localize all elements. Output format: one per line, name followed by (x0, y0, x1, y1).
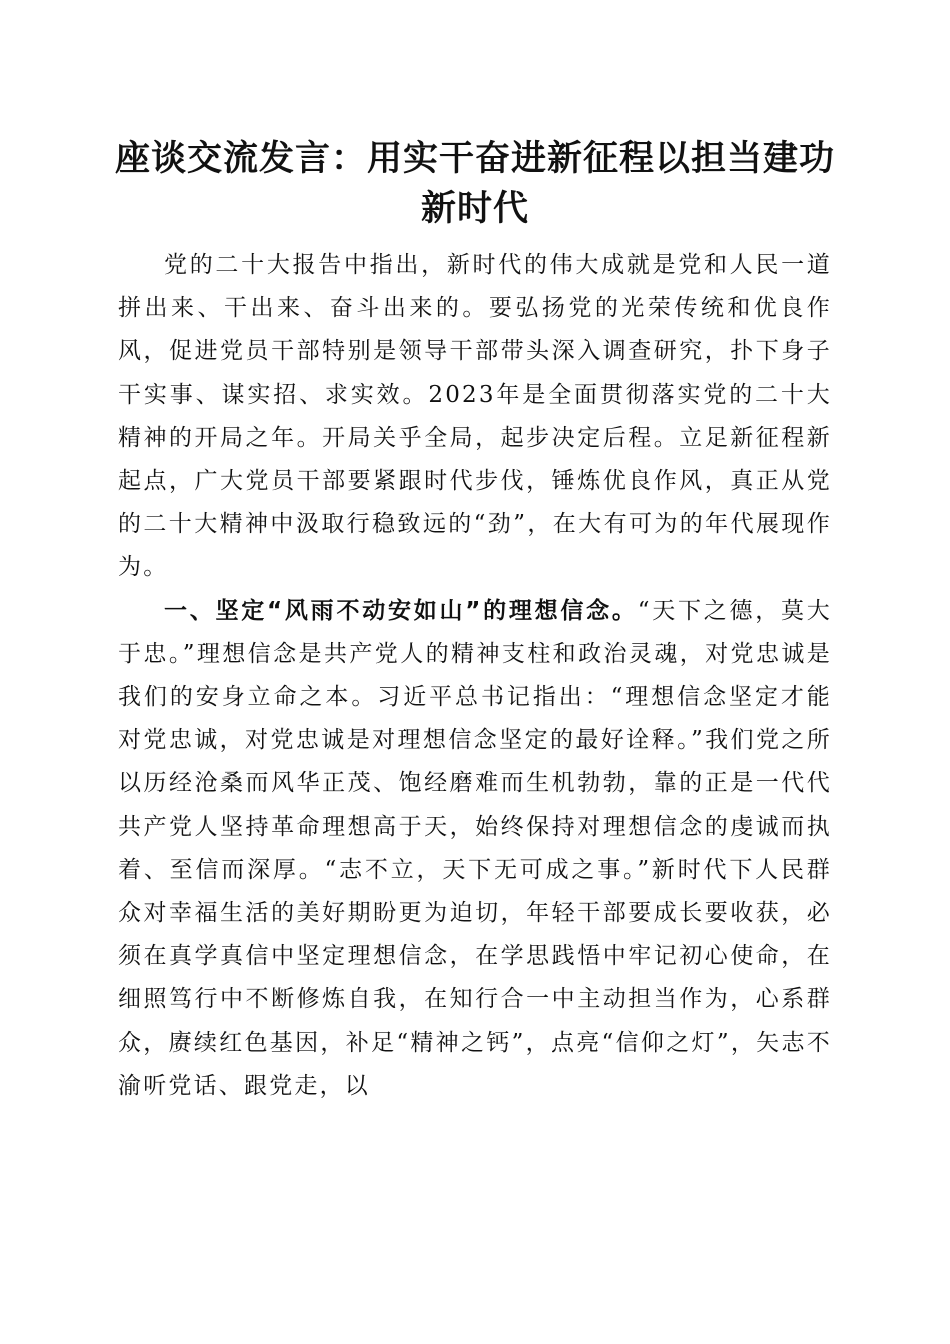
document-body (118, 244, 832, 1108)
paragraph-intro-text: 党的二十大报告中指出，新时代的伟大成就是党和人民一道拼出来、干出来、奋斗出来的。要弘扬党的光荣传统和优良作风，促进党员干部特别是领导干部带头深入调查研究，扑下身子干实事、谋实招、求实效。2023年是全面贯彻落实党的二十大精神的开局之年。开局关乎全局，起步决定后程。立足新征程新起点，广大党员干部要紧跟时代步伐，锤炼优良作风，真正从党的二十大精神中汲取行稳致远的“劲”，在大有可为的年代展现作为。 (118, 252, 832, 581)
section-one-text: “天下之德，莫大于忠。”理想信念是共产党人的精神支柱和政治灵魂，对党忠诚是我们的安身立命之本。习近平总书记指出：“理想信念坚定才能对党忠诚，对党忠诚是对理想信念坚定的最好诠释。”我们党之所以历经沧桑而风华正茂、饱经磨难而生机勃勃，靠的正是一代代共产党人坚持革命理想高于天，始终保持对理想信念的虔诚而执着、至信而深厚。“志不立，天下无可成之事。”新时代下人民群众对幸福生活的美好期盼更为迫切，年轻干部要成长要收获，必须在真学真信中坚定理想信念，在学思践悟中牢记初心使命，在细照笃行中不断修炼自我，在知行合一中主动担当作为，心系群众，赓续红色基因，补足“精神之钙”，点亮“信仰之灯”，矢志不渝听党话、跟党走，以 (118, 597, 832, 1099)
section-one-heading: 一、坚定“风雨不动安如山”的理想信念。 (164, 597, 638, 624)
paragraph-section-one (118, 590, 832, 1108)
document-title: 座谈交流发言：用实干奋进新征程以担当建功新时代 (114, 138, 835, 229)
paragraph-intro (118, 244, 832, 590)
